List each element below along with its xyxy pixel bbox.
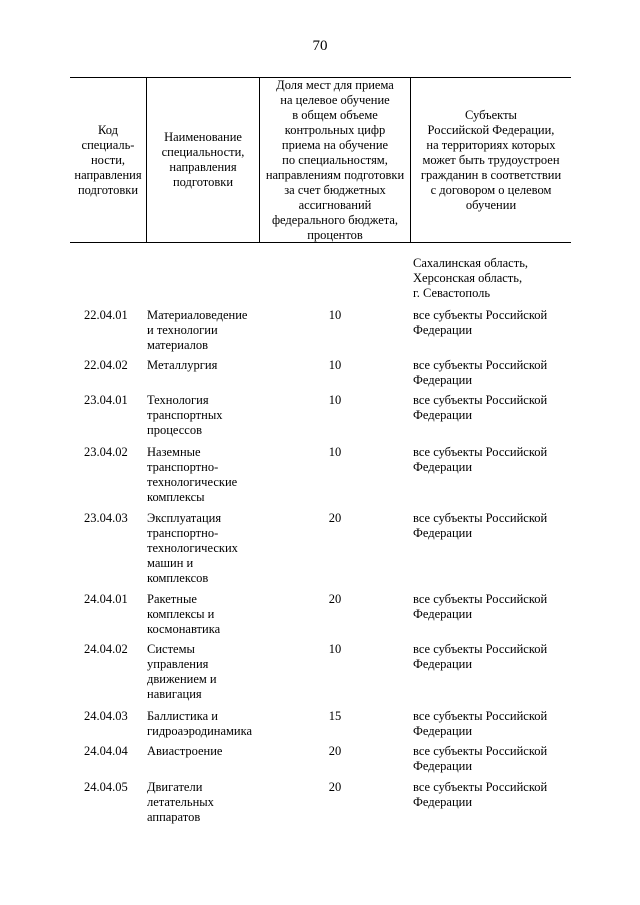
name-line: управления — [147, 657, 209, 671]
header-line: федерального бюджета, — [271, 212, 399, 227]
region-line: Федерации — [413, 657, 473, 671]
name-line: транспортно- — [147, 526, 219, 540]
row-share: 15 — [328, 709, 342, 723]
row-share: 10 — [328, 445, 342, 459]
name-line: Системы — [147, 642, 195, 656]
name-line: навигация — [147, 687, 202, 701]
row-share: 20 — [328, 744, 342, 758]
name-line: и технологии — [147, 323, 218, 337]
row-code: 24.04.02 — [84, 642, 128, 656]
carryover-line: г. Севастополь — [413, 286, 491, 300]
name-line: комплексов — [147, 571, 209, 585]
row-region — [413, 709, 573, 739]
name-line: процессов — [147, 423, 202, 437]
carryover-regions — [413, 256, 573, 301]
row-region — [413, 308, 573, 338]
name-line: комплексы — [147, 490, 205, 504]
header-line: направления — [169, 160, 237, 174]
region-line: Федерации — [413, 323, 473, 337]
region-line: все субъекты Российской — [413, 308, 548, 322]
row-code: 22.04.01 — [84, 308, 128, 322]
row-name — [147, 511, 259, 586]
row-region — [413, 445, 573, 475]
row-region — [413, 393, 573, 423]
region-line: все субъекты Российской — [413, 744, 548, 758]
header-line: контрольных цифр — [284, 122, 386, 137]
header-line: обучении — [465, 197, 517, 212]
row-code: 22.04.02 — [84, 358, 128, 372]
row-name — [147, 780, 259, 825]
row-code: 23.04.03 — [84, 511, 128, 525]
header-line: подготовки — [172, 175, 234, 189]
name-line: Эксплуатация — [147, 511, 222, 525]
region-line: Федерации — [413, 759, 473, 773]
name-line: Авиастроение — [147, 744, 223, 758]
header-line: Код — [98, 122, 118, 137]
row-share: 10 — [328, 358, 342, 372]
name-line: Металлургия — [147, 358, 218, 372]
region-line: все субъекты Российской — [413, 445, 548, 459]
header-line: Российской Федерации, — [427, 122, 555, 137]
name-line: материалов — [147, 338, 209, 352]
header-line: гражданин в соответствии — [420, 167, 562, 182]
name-line: Технология — [147, 393, 209, 407]
name-line: транспортно- — [147, 460, 219, 474]
row-share: 10 — [328, 642, 342, 656]
region-line: Федерации — [413, 795, 473, 809]
header-line: в общем объеме — [292, 107, 378, 122]
name-line: движением и — [147, 672, 217, 686]
header-share — [260, 78, 410, 242]
name-line: гидроаэродинамика — [147, 724, 253, 738]
carryover-line: Сахалинская область, — [413, 256, 529, 270]
name-line: Материаловедение — [147, 308, 248, 322]
page-number: 70 — [312, 38, 328, 54]
carryover-line: Херсонская область, — [413, 271, 523, 285]
header-line: ности, — [90, 152, 126, 167]
row-name — [147, 592, 259, 637]
header-line: ассигнований — [298, 197, 372, 212]
row-region — [413, 642, 573, 672]
row-name — [147, 744, 259, 759]
row-region — [413, 511, 573, 541]
header-line: Субъекты — [465, 107, 517, 122]
row-share: 20 — [328, 780, 342, 794]
name-line: технологические — [147, 475, 238, 489]
region-line: все субъекты Российской — [413, 709, 548, 723]
name-line: технологических — [147, 541, 238, 555]
region-line: все субъекты Российской — [413, 511, 548, 525]
header-line: на территориях которых — [426, 137, 556, 152]
header-line: приема на обучение — [281, 137, 389, 152]
region-line: все субъекты Российской — [413, 393, 548, 407]
row-code: 24.04.04 — [84, 744, 128, 758]
name-line: аппаратов — [147, 810, 201, 824]
table-header — [70, 77, 571, 243]
row-share: 10 — [328, 393, 342, 407]
header-line: процентов — [307, 227, 363, 242]
header-line: специальности, — [161, 145, 245, 159]
header-line: по специальностям, — [282, 152, 388, 167]
header-line: направлениям подготовки — [265, 167, 405, 182]
row-name — [147, 445, 259, 505]
name-line: комплексы и — [147, 607, 215, 621]
row-region — [413, 358, 573, 388]
row-region — [413, 780, 573, 810]
row-name — [147, 709, 259, 739]
row-code: 24.04.05 — [84, 780, 128, 794]
row-code: 24.04.03 — [84, 709, 128, 723]
row-name — [147, 308, 259, 353]
name-line: машин и — [147, 556, 194, 570]
header-name — [147, 78, 259, 242]
header-line: с договором о целевом — [430, 182, 552, 197]
name-line: летательных — [147, 795, 214, 809]
row-name — [147, 642, 259, 702]
header-code — [70, 78, 146, 242]
region-line: все субъекты Российской — [413, 358, 548, 372]
name-line: транспортных — [147, 408, 223, 422]
region-line: все субъекты Российской — [413, 592, 548, 606]
region-line: Федерации — [413, 526, 473, 540]
region-line: Федерации — [413, 408, 473, 422]
row-name — [147, 358, 259, 373]
row-code: 24.04.01 — [84, 592, 128, 606]
row-share: 20 — [328, 592, 342, 606]
region-line: Федерации — [413, 724, 473, 738]
row-share: 10 — [328, 308, 342, 322]
header-line: специаль- — [81, 137, 135, 152]
region-line: все субъекты Российской — [413, 780, 548, 794]
header-line: на целевое обучение — [280, 92, 390, 107]
name-line: Двигатели — [147, 780, 203, 794]
name-line: космонавтика — [147, 622, 221, 636]
header-line: направления — [74, 167, 142, 182]
region-line: Федерации — [413, 607, 473, 621]
header-regions — [411, 78, 571, 242]
header-line: Доля мест для приема — [276, 77, 394, 92]
header-line: за счет бюджетных — [284, 182, 386, 197]
name-line: Ракетные — [147, 592, 197, 606]
header-line: подготовки — [77, 182, 139, 197]
row-code: 23.04.01 — [84, 393, 128, 407]
name-line: Наземные — [147, 445, 201, 459]
row-code: 23.04.02 — [84, 445, 128, 459]
region-line: Федерации — [413, 460, 473, 474]
region-line: Федерации — [413, 373, 473, 387]
header-line: Наименование — [164, 130, 242, 144]
header-line: может быть трудоустроен — [422, 152, 560, 167]
name-line: Баллистика и — [147, 709, 218, 723]
region-line: все субъекты Российской — [413, 642, 548, 656]
row-region — [413, 744, 573, 774]
row-region — [413, 592, 573, 622]
row-share: 20 — [328, 511, 342, 525]
row-name — [147, 393, 259, 438]
